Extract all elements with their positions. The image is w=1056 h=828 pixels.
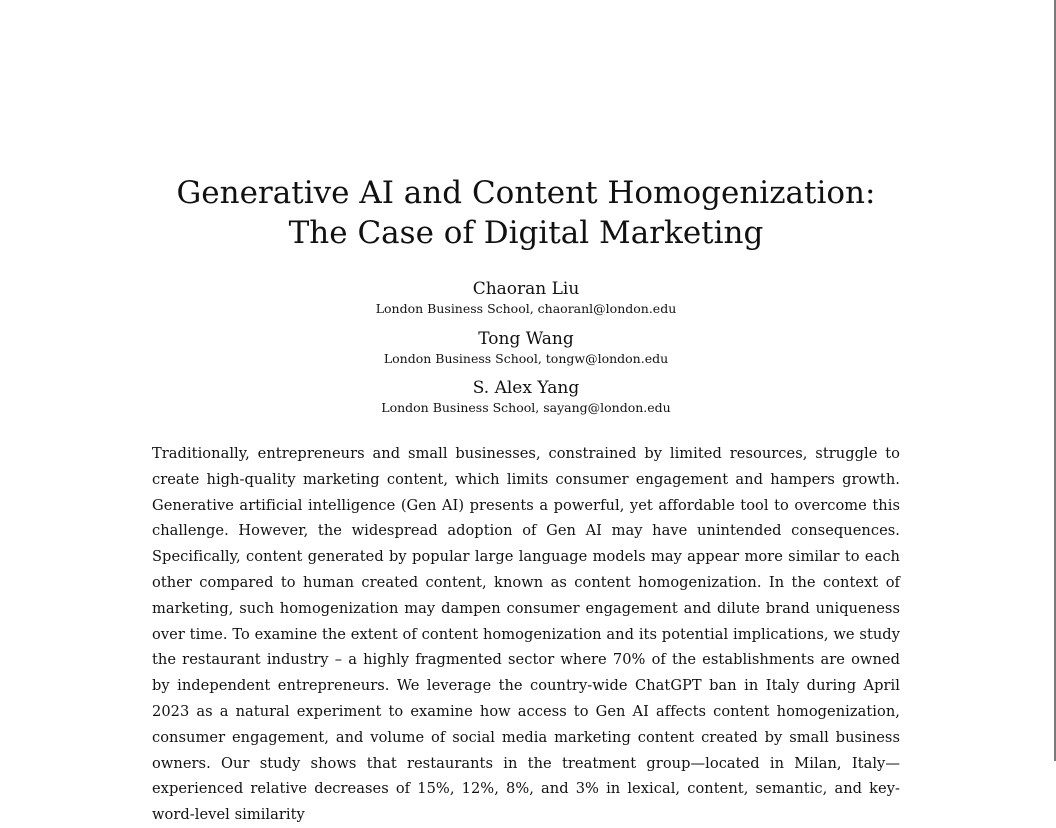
paper-title bbox=[0, 173, 1052, 253]
author-name: Tong Wang bbox=[478, 329, 574, 349]
title-line-2: The Case of Digital Marketing bbox=[288, 215, 764, 251]
author-3 bbox=[0, 377, 1052, 416]
author-name: Chaoran Liu bbox=[472, 279, 580, 299]
author-affiliation: London Business School, sayang@london.edu bbox=[381, 400, 671, 415]
author-affiliation: London Business School, tongw@london.edu bbox=[383, 351, 669, 366]
abstract-text: Traditionally, entrepreneurs and small businesses, constrained by limited resources, struggle to create high-quality marketing content, which limits consumer engagement and hampers growth. Generative artificial intelligence (Gen AI) presents a powerful, yet affordable tool to overcome this challenge. However, the widespread adoption of Gen AI may have unintended consequences. Specifically, content generated by popular large language models may appear more similar to each other compared to human created content, known as content homogenization. In the context of marketing, such homogenization may dampen consumer engagement and dilute brand uniqueness over time. To examine the extent of content homogenization and its potential implications, we study the restaurant industry – a highly fragmented sector where 70% of the establishments are owned by independent entrepreneurs. We leverage the country-wide ChatGPT ban in Italy during April 2023 as a natural experiment to examine how access to Gen AI affects content homogenization, consumer engagement, and volume of social media marketing content created by small business owners. Our study shows that restaurants in the treatment group—located in Milan, Italy—experienced relative decreases of 15%, 12%, 8%, and 3% in lexical, content, semantic, and key-word-level similarity bbox=[152, 445, 900, 824]
author-1 bbox=[0, 278, 1052, 317]
author-name: S. Alex Yang bbox=[472, 378, 580, 398]
author-affiliation: London Business School, chaoranl@london.edu bbox=[375, 301, 677, 316]
title-line-1: Generative AI and Content Homogenization: bbox=[176, 175, 876, 211]
author-2 bbox=[0, 328, 1052, 367]
